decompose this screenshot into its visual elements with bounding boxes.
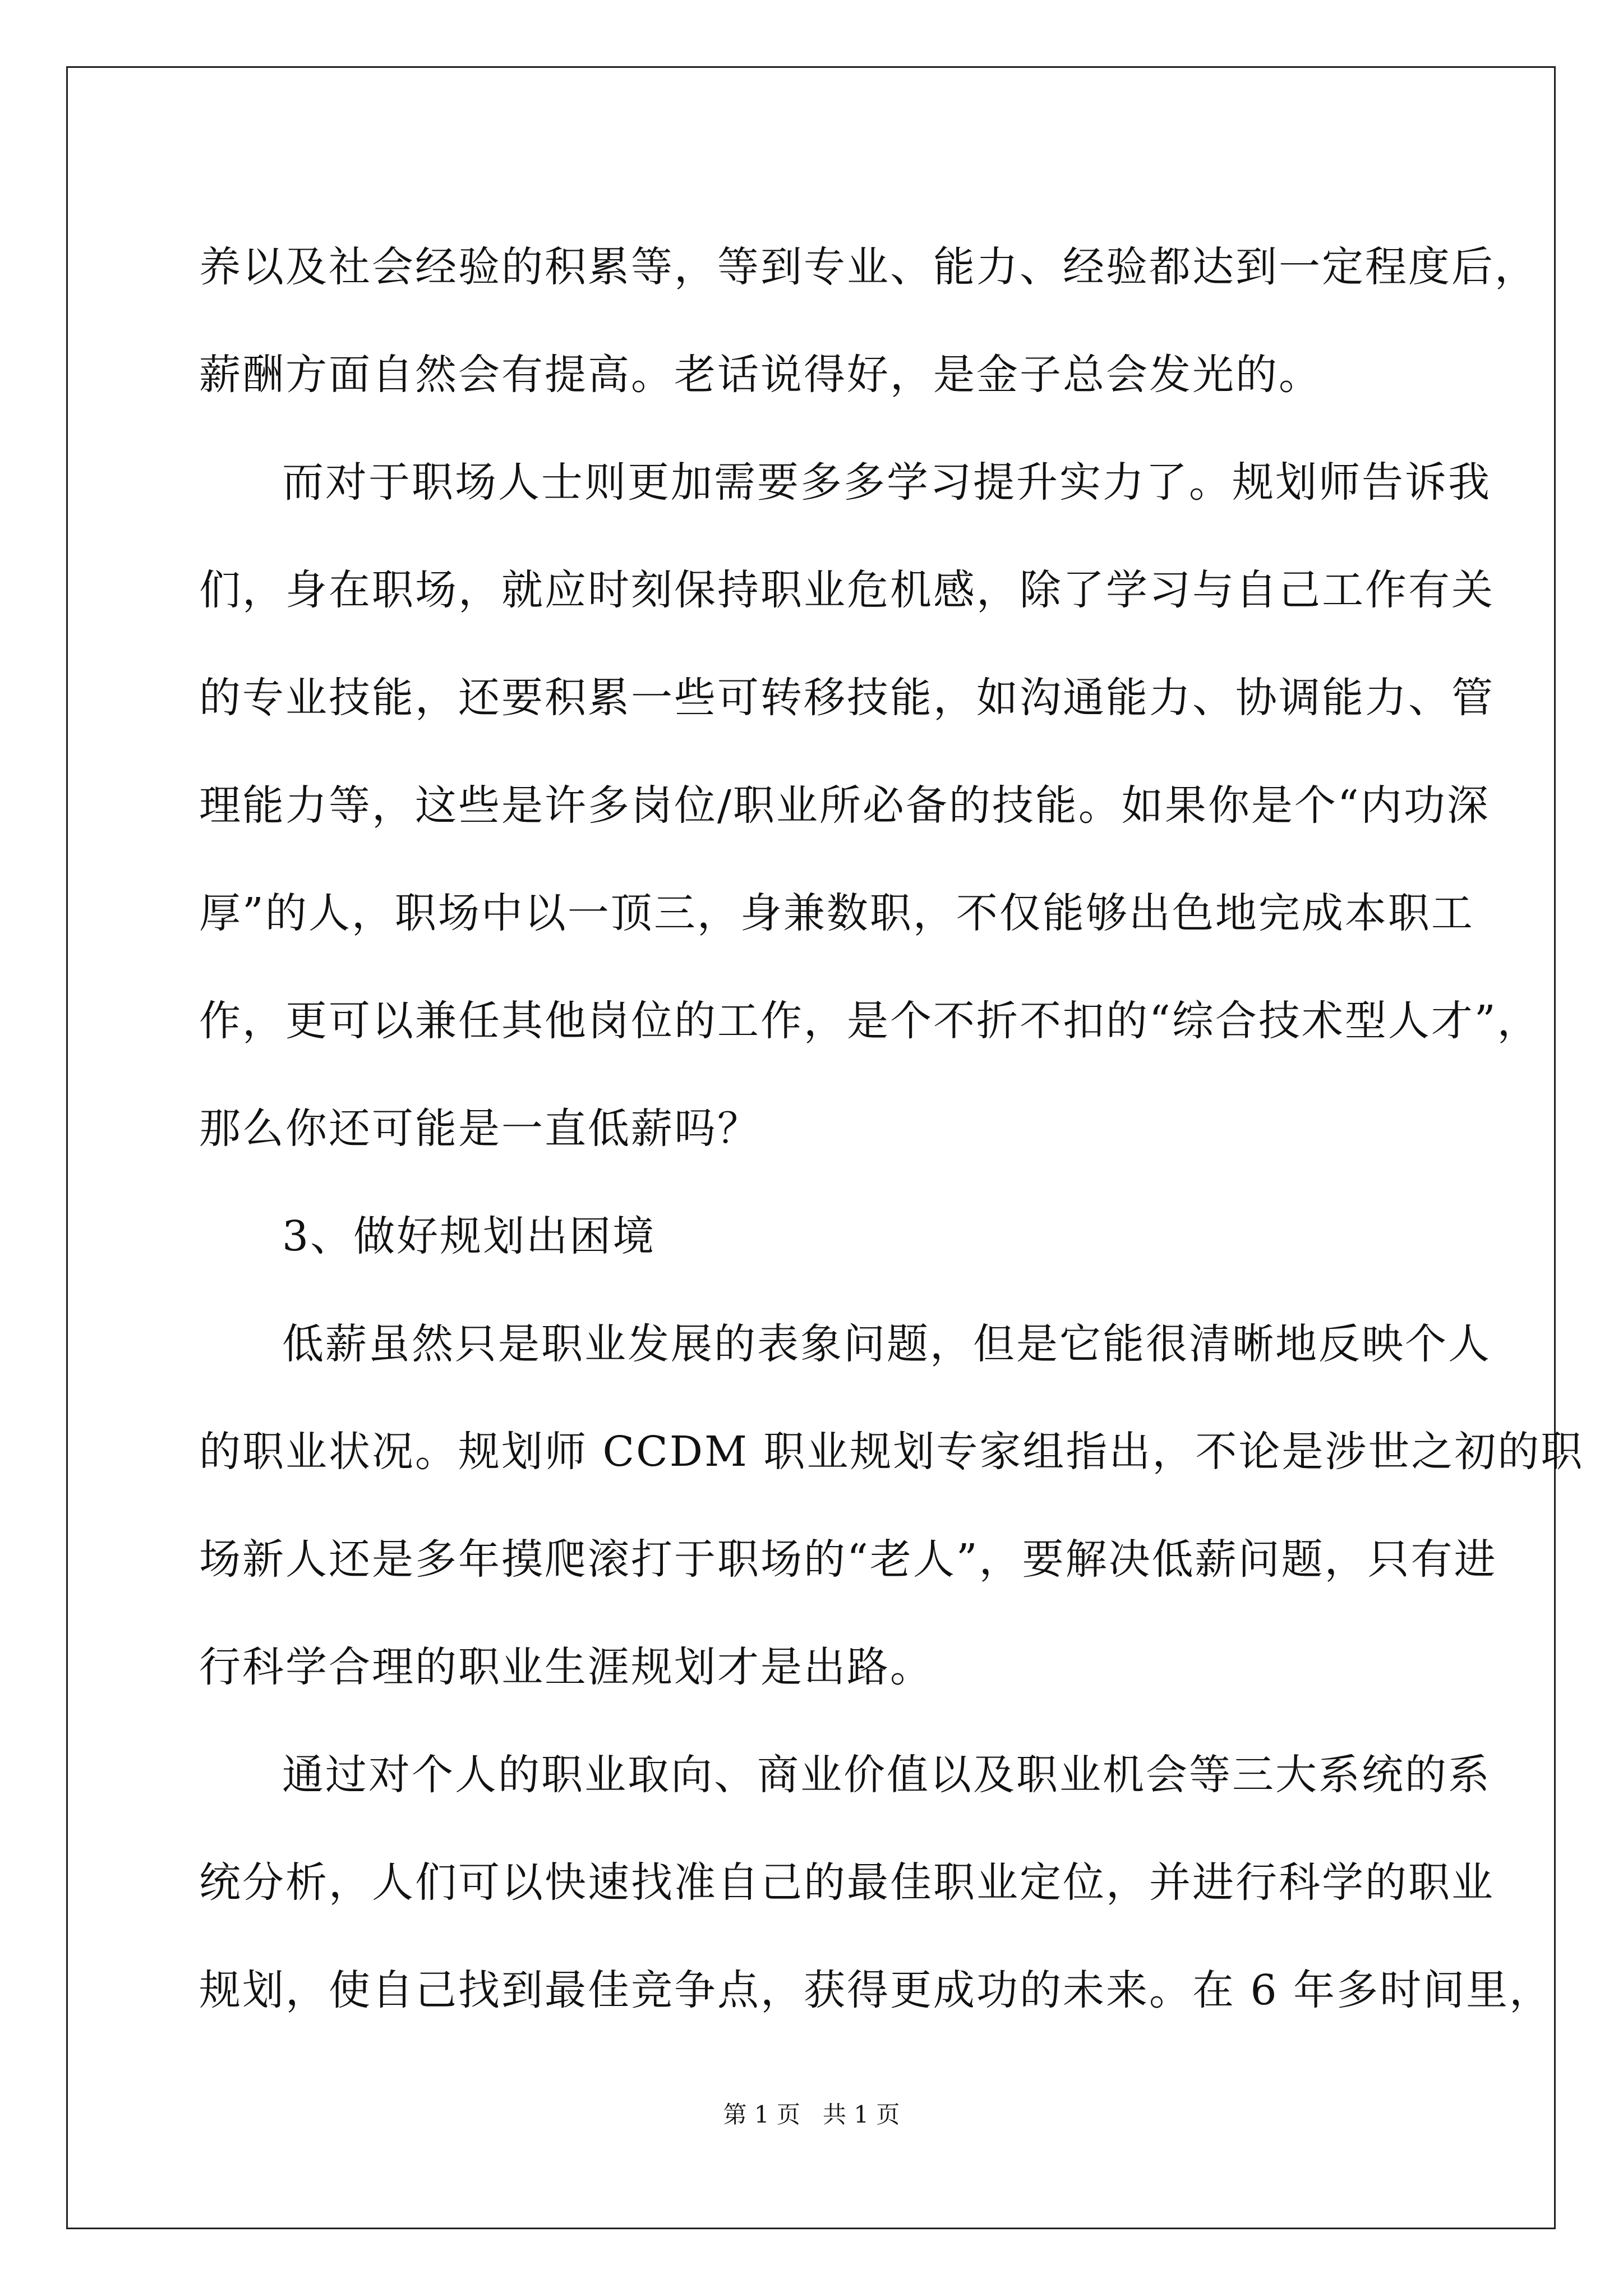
text-line: 养以及社会经验的积累等，等到专业、能力、经验都达到一定程度后，: [199, 243, 1538, 291]
section-heading: 3、做好规划出困境: [282, 1212, 656, 1260]
text-line: 薪酬方面自然会有提高。老话说得好，是金子总会发光的。: [199, 351, 1322, 399]
text-line: 规划，使自己找到最佳竞争点，获得更成功的未来。在 6 年多时间里，: [199, 1966, 1553, 2014]
text-line: 低薪虽然只是职业发展的表象问题，但是它能很清晰地反映个人: [282, 1320, 1491, 1368]
text-line: 作，更可以兼任其他岗位的工作，是个不折不扣的“综合技术型人才”，: [199, 997, 1541, 1045]
page-footer: [0, 2098, 1623, 2132]
page-number: 第 1 页: [723, 2101, 800, 2128]
text-line: 那么你还可能是一直低薪吗？: [199, 1105, 760, 1153]
text-line: 理能力等，这些是许多岗位/职业所必备的技能。如果你是个“内功深: [199, 781, 1490, 830]
text-line: 行科学合理的职业生涯规划才是出路。: [199, 1643, 933, 1691]
text-line: 场新人还是多年摸爬滚打于职场的“老人”，要解决低薪问题，只有进: [199, 1535, 1497, 1584]
page-total: 共 1 页: [823, 2101, 900, 2128]
text-line: 的职业状况。规划师 CCDM 职业规划专家组指出，不论是涉世之初的职: [199, 1428, 1584, 1476]
text-line: 而对于职场人士则更加需要多多学习提升实力了。规划师告诉我: [282, 458, 1491, 507]
text-line: 的专业技能，还要积累一些可转移技能，如沟通能力、协调能力、管: [199, 674, 1495, 722]
text-line: 厚”的人，职场中以一顶三，身兼数职，不仅能够出色地完成本职工: [199, 889, 1474, 937]
text-line: 统分析，人们可以快速找准自己的最佳职业定位，并进行科学的职业: [199, 1858, 1495, 1907]
text-line: 们，身在职场，就应时刻保持职业危机感，除了学习与自己工作有关: [199, 566, 1495, 614]
text-line: 通过对个人的职业取向、商业价值以及职业机会等三大系统的系: [282, 1751, 1491, 1799]
document-body: [199, 213, 1584, 2044]
